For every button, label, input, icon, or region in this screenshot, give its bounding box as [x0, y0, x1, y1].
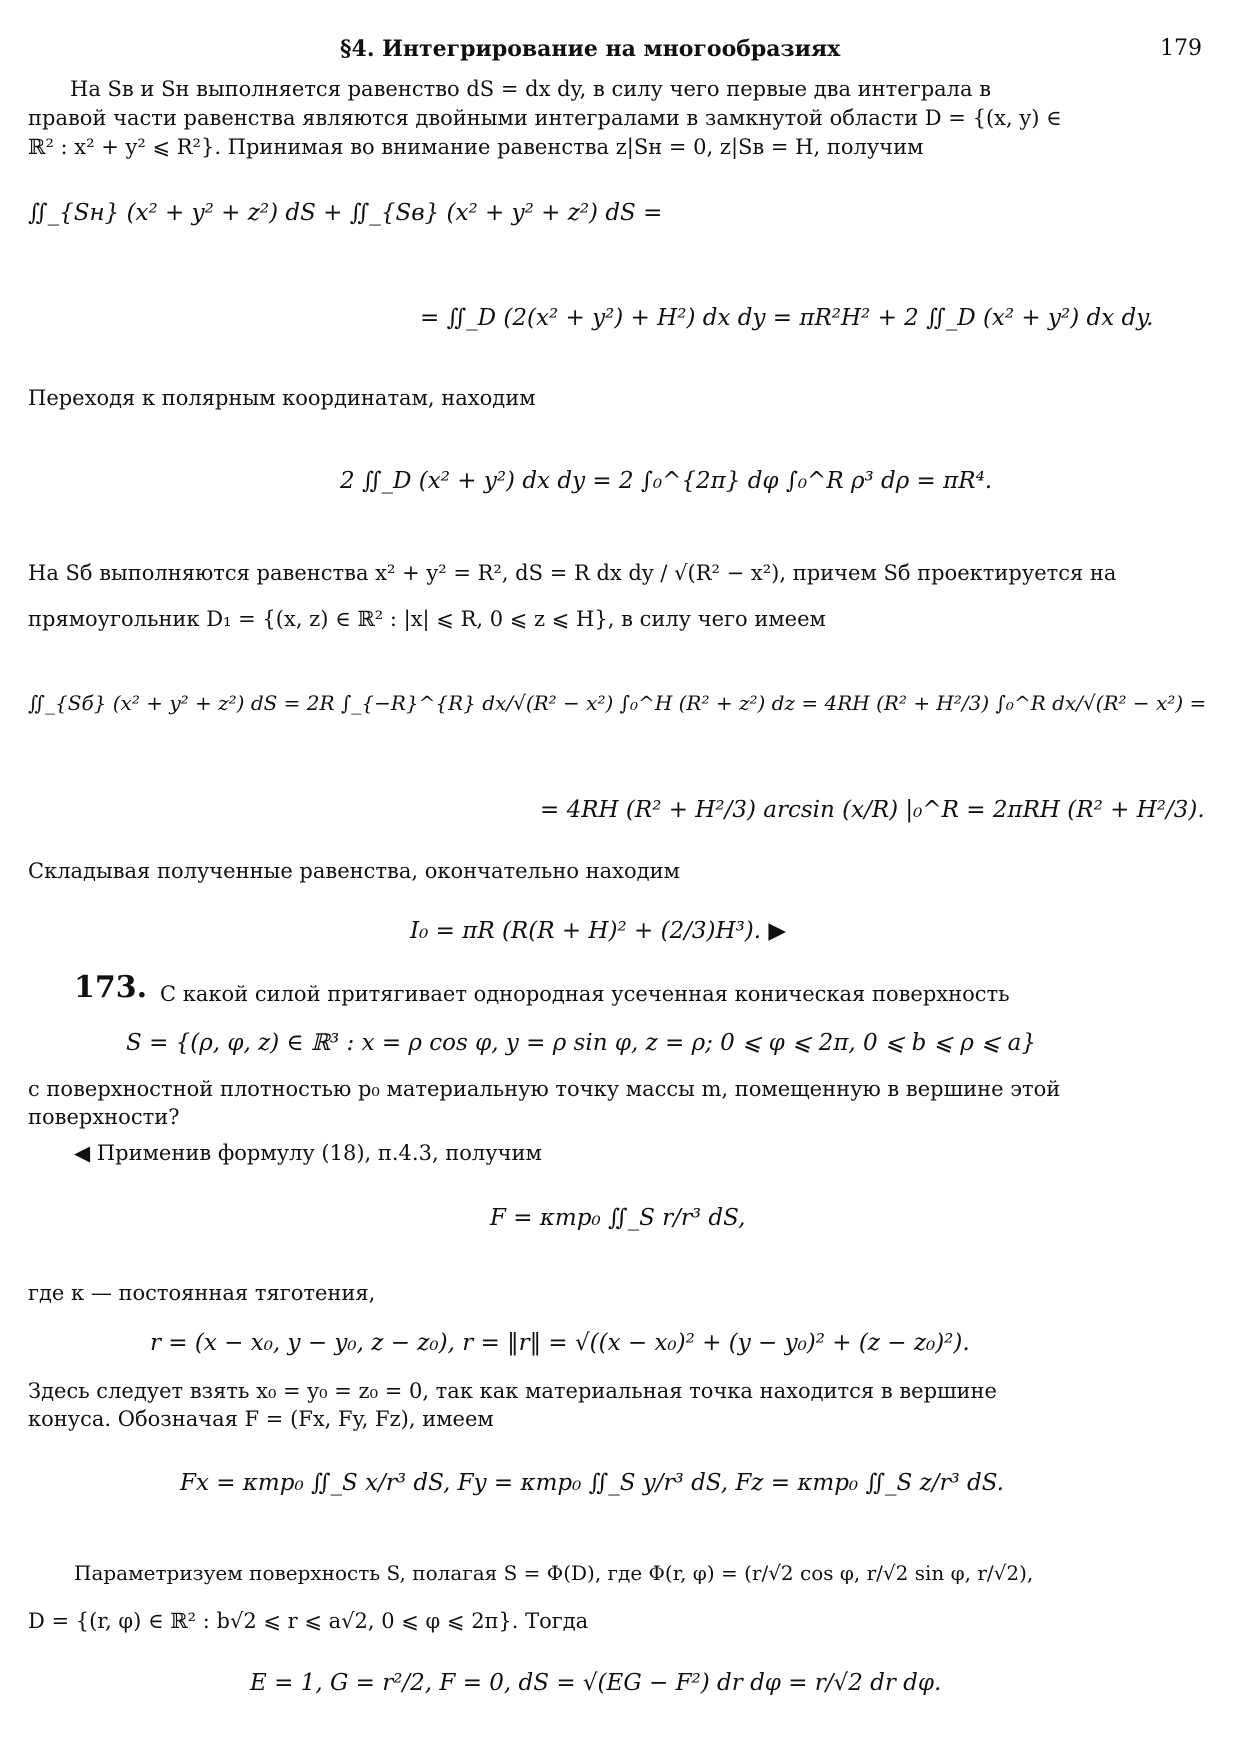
paragraph-line: правой части равенства являются двойными интегралами в замкнутой области D = {(x, y) ∈: [28, 106, 1062, 130]
equation: ∬_{Sн} (x² + y² + z²) dS + ∬_{Sв} (x² + y² + z²) dS =: [28, 200, 663, 226]
paragraph-line: ℝ² : x² + y² ⩽ R²}. Принимая во внимание равенства z|Sн = 0, z|Sв = H, получим: [28, 135, 924, 159]
paragraph-line: прямоугольник D₁ = {(x, z) ∈ ℝ² : |x| ⩽ R, 0 ⩽ z ⩽ H}, в силу чего имеем: [28, 607, 826, 631]
equation: = ∬_D (2(x² + y²) + H²) dx dy = πR²H² + 2 ∬_D (x² + y²) dx dy.: [420, 305, 1154, 331]
equation: I₀ = πR (R(R + H)² + (2/3)H³). ▶: [410, 918, 787, 944]
equation: S = {(ρ, φ, z) ∈ ℝ³ : x = ρ cos φ, y = ρ sin φ, z = ρ; 0 ⩽ φ ⩽ 2π, 0 ⩽ b ⩽ ρ ⩽ a}: [126, 1030, 1036, 1056]
paragraph-line: конуса. Обозначая F = (Fx, Fy, Fz), имеем: [28, 1407, 494, 1431]
equation: ∬_{Sб} (x² + y² + z²) dS = 2R ∫_{−R}^{R} dx/√(R² − x²) ∫₀^H (R² + z²) dz = 4RH (R² + H²/3) ∫₀^R dx/√(R² − x²) =: [28, 691, 1207, 715]
paragraph-line: с поверхностной плотностью p₀ материальную точку массы m, помещенную в вершине этой: [28, 1077, 1061, 1101]
equation: r = (x − x₀, y − y₀, z − z₀), r = ‖r‖ = √((x − x₀)² + (y − y₀)² + (z − z₀)²).: [150, 1330, 970, 1356]
paragraph-line: На Sв и Sн выполняется равенство dS = dx dy, в силу чего первые два интеграла в: [70, 77, 992, 101]
equation: E = 1, G = r²/2, F = 0, dS = √(EG − F²) dr dφ = r/√2 dr dφ.: [250, 1670, 942, 1696]
paragraph-line: ◀ Применив формулу (18), п.4.3, получим: [74, 1141, 542, 1165]
paragraph-line: где κ — постоянная тяготения,: [28, 1281, 376, 1305]
equation: 2 ∬_D (x² + y²) dx dy = 2 ∫₀^{2π} dφ ∫₀^R ρ³ dρ = πR⁴.: [340, 468, 993, 494]
section-title: §4. Интегрирование на многообразиях: [340, 36, 841, 62]
equation: = 4RH (R² + H²/3) arcsin (x/R) |₀^R = 2πRH (R² + H²/3).: [540, 797, 1205, 823]
paragraph-line: На Sб выполняются равенства x² + y² = R², dS = R dx dy / √(R² − x²), причем Sб проектируется на: [28, 561, 1117, 585]
equation: Fx = κmp₀ ∬_S x/r³ dS, Fy = κmp₀ ∬_S y/r³ dS, Fz = κmp₀ ∬_S z/r³ dS.: [180, 1470, 1004, 1496]
paragraph-line: Здесь следует взять x₀ = y₀ = z₀ = 0, так как материальная точка находится в вершине: [28, 1379, 997, 1403]
paragraph-line: поверхности?: [28, 1105, 180, 1129]
problem-number: 173.: [74, 970, 148, 1005]
paragraph-line: Складывая полученные равенства, окончательно находим: [28, 859, 680, 883]
equation: F = κmp₀ ∬_S r/r³ dS,: [490, 1205, 746, 1231]
page-number: 179: [1160, 36, 1202, 61]
paragraph-line: Параметризуем поверхность S, полагая S = Φ(D), где Φ(r, φ) = (r/√2 cos φ, r/√2 sin φ, r/√2),: [74, 1561, 1034, 1585]
paragraph-line: Переходя к полярным координатам, находим: [28, 386, 536, 410]
problem-statement: С какой силой притягивает однородная усеченная коническая поверхность: [160, 982, 1010, 1006]
paragraph-line: D = {(r, φ) ∈ ℝ² : b√2 ⩽ r ⩽ a√2, 0 ⩽ φ ⩽ 2π}. Тогда: [28, 1609, 589, 1633]
